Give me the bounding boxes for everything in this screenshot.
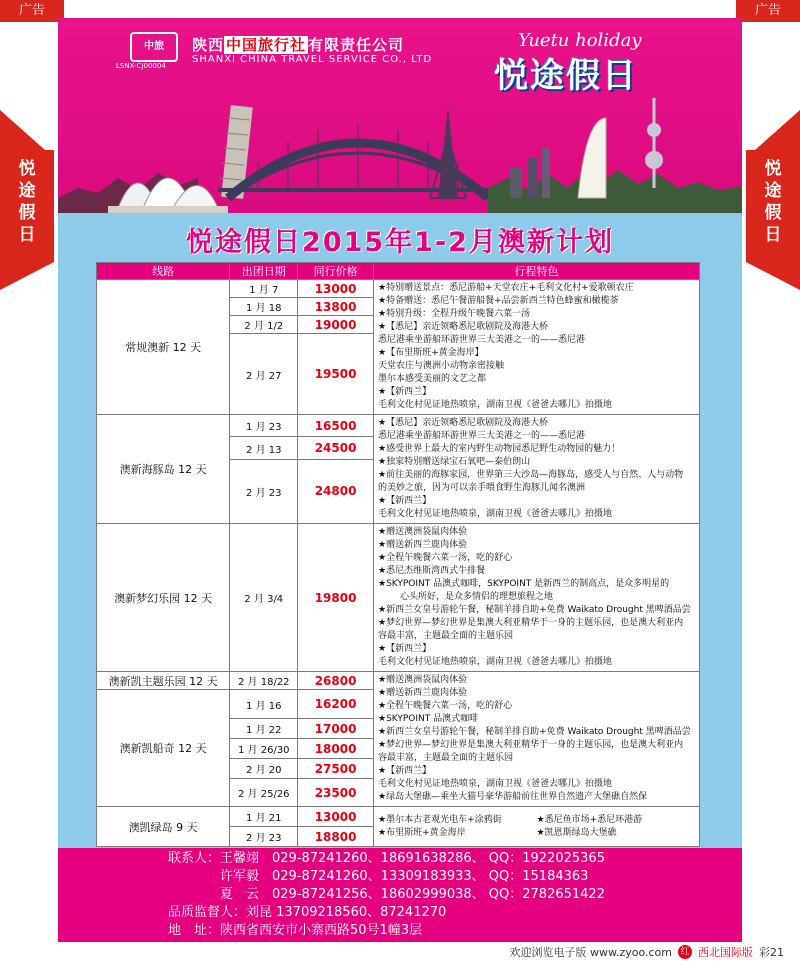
table-row xyxy=(97,415,700,437)
feature-line: ★新西兰女皇号游轮午餐，秘制羊排自助+免费 Waikato Drought 黑啤酒品尝 xyxy=(378,605,691,615)
departure-date: 2 月 1/2 xyxy=(230,316,298,334)
feature-line: ★SKYPOINT 品澳式咖啡 xyxy=(378,714,479,724)
feature-line xyxy=(378,827,695,840)
itinerary-features xyxy=(374,415,700,524)
side-banner-left xyxy=(0,110,54,290)
feature-line: ★前往美丽的海豚家园，世界第三大沙岛—海豚岛，感受人与自然、人与动物 xyxy=(378,470,684,480)
feature-line: ★【新西兰】 xyxy=(378,644,432,654)
route-name: 澳新凯船奇 12 天 xyxy=(97,690,230,807)
feature-line: ★新西兰女皇号游轮午餐，秘制羊排自助+免费 Waikato Drought 黑啤酒品尝 xyxy=(378,727,691,737)
departure-date: 2 月 23 xyxy=(230,827,298,847)
feature-line: ★特备赠送：悉尼午餐游船餐+品尝新西兰特色蜂蜜和橄榄茶 xyxy=(378,296,619,306)
contact-line: 联系人：王馨翊 029-87241260、18691638286、 QQ：1922025365 xyxy=(168,851,605,866)
itinerary-features xyxy=(374,672,700,807)
brand-name: 悦途假日 xyxy=(494,56,638,96)
feature-line: ★【新西兰】 xyxy=(378,496,432,506)
feature-line: ★赠送澳洲袋鼠肉体验 xyxy=(378,527,468,537)
feature-line: ★赠送新西兰鹿肉体验 xyxy=(378,688,468,698)
feature-line: ★全程午晚餐六菜一汤，吃的舒心 xyxy=(378,701,513,711)
table-row xyxy=(97,807,700,827)
feature-line: ★【新西兰】 xyxy=(378,766,432,776)
route-name: 澳新梦幻乐园 12 天 xyxy=(97,524,230,672)
itinerary-features xyxy=(374,807,700,847)
trade-price: 18000 xyxy=(298,739,374,759)
table-row xyxy=(97,280,700,298)
departure-date: 1 月 7 xyxy=(230,280,298,298)
contact-line: 夏 云 029-87241256、18602999038、 QQ：2782651422 xyxy=(168,887,605,902)
trade-price: 24500 xyxy=(298,437,374,459)
footer-badge: 红 xyxy=(678,945,692,959)
feature-line: ★绿岛大堡礁—乘坐大猫号豪华游船前往世界自然遗产大堡礁自然保 xyxy=(378,792,648,802)
feature-line: ★独家特别赠送绿宝石氧吧—泰伯朗山 xyxy=(378,457,531,467)
feature-line: 毛利文化村见证地热喷泉，湖南卫视《爸爸去哪儿》拍摄地 xyxy=(378,779,613,789)
trade-price: 19000 xyxy=(298,316,374,334)
itinerary-table xyxy=(96,262,700,847)
table-row xyxy=(97,672,700,690)
departure-date: 2 月 13 xyxy=(230,437,298,459)
feature-line: ★【新西兰】 xyxy=(378,387,432,397)
contact-info xyxy=(168,850,605,940)
feature-line: ★赠送澳洲袋鼠肉体验 xyxy=(378,675,468,685)
trade-price: 16500 xyxy=(298,415,374,437)
trade-price: 13800 xyxy=(298,298,374,316)
feature-line: ★全程午晚餐六菜一汤，吃的舒心 xyxy=(378,553,513,563)
header-price: 同行价格 xyxy=(298,263,374,280)
trade-price: 18800 xyxy=(298,827,374,847)
feature-line: ★【悉尼】亲近领略悉尼歌剧院及海港大桥 xyxy=(378,418,549,428)
ad-label-left: 广告 xyxy=(0,0,64,22)
company-name: 陕西 中国旅行社 有限责任公司 xyxy=(192,36,405,54)
departure-date: 2 月 25/26 xyxy=(230,779,298,807)
feature-line: ★【悉尼】亲近领略悉尼歌剧院及海港大桥 xyxy=(378,322,549,332)
feature-line: ★悉尼杰维斯湾西式牛排餐 xyxy=(378,566,486,576)
table-row xyxy=(97,524,700,672)
company-name-en: SHANXI CHINA TRAVEL SERVICE CO., LTD xyxy=(192,54,433,65)
table-header-row xyxy=(97,263,700,280)
header-banner xyxy=(58,18,742,223)
feature-line: ★赠送新西兰鹿肉体验 xyxy=(378,540,468,550)
feature-line: ★特别升级：全程升级午晚餐六菜一汤 xyxy=(378,309,531,319)
trade-price: 27500 xyxy=(298,759,374,779)
feature-line: 毛利文化村见证地热喷泉，湖南卫视《爸爸去哪儿》拍摄地 xyxy=(378,400,613,410)
side-banner-text: 悦 途 假 日 xyxy=(18,159,36,245)
side-banner-right xyxy=(746,110,800,290)
feature-line: 悉尼港乘坐游船环游世界三大美港之一的——悉尼港 xyxy=(378,335,586,345)
feature-item: ★墨尔本古老观光电车+涂鸦街 xyxy=(378,814,502,825)
table-body xyxy=(97,280,700,847)
feature-line: ★梦幻世界—梦幻世界是集澳大利亚精华于一身的主题乐园，也是澳大利亚内 xyxy=(378,618,684,628)
brand-name-en: Yuetu holiday xyxy=(518,30,642,51)
route-name: 澳凯绿岛 9 天 xyxy=(97,807,230,847)
address: 地 址：陕西省西安市小寨西路50号1幢3层 xyxy=(168,923,423,938)
departure-date: 1 月 16 xyxy=(230,690,298,719)
header-route: 线路 xyxy=(97,263,230,280)
trade-price: 13000 xyxy=(298,280,374,298)
feature-line: ★特别赠送景点：悉尼游船+天堂农庄+毛利文化村+爱歌顿农庄 xyxy=(378,283,634,293)
departure-date: 2 月 3/4 xyxy=(230,524,298,672)
ad-panel xyxy=(58,18,742,942)
trade-price: 26800 xyxy=(298,672,374,690)
departure-date: 1 月 18 xyxy=(230,298,298,316)
feature-line: 悉尼港乘坐游船环游世界三大美港之一的——悉尼港 xyxy=(378,431,586,441)
trade-price: 19500 xyxy=(298,334,374,415)
route-name: 澳新凯主题乐园 12 天 xyxy=(97,672,230,690)
feature-line: 毛利文化村见证地热喷泉，湖南卫视《爸爸去哪儿》拍摄地 xyxy=(378,509,613,519)
feature-line: ★梦幻世界—梦幻世界是集澳大利亚精华于一身的主题乐园，也是澳大利亚内 xyxy=(378,740,684,750)
footer-text: 欢迎浏览电子版 www.zyoo.com xyxy=(509,946,672,959)
footer-page-number: 彩21 xyxy=(759,946,784,959)
feature-line: 的美妙之旅，因为可以亲手喂食野生海豚儿闻名澳洲 xyxy=(378,483,586,493)
ad-label-right: 广告 xyxy=(736,0,800,22)
feature-line: ★【布里斯班+黄金海岸】 xyxy=(378,348,484,358)
feature-item: ★悉尼鱼市场+悉尼环港游 xyxy=(536,814,643,825)
departure-date: 1 月 22 xyxy=(230,719,298,739)
feature-line: 容最丰富，主题最全面的主题乐园 xyxy=(378,631,514,641)
page-title: 悦途假日2015年1-2月澳新计划 xyxy=(186,227,614,258)
feature-line: 心头所好，是众多情侣的理想旅程之地 xyxy=(400,592,554,602)
feature-line: 毛利文化村见证地热喷泉，湖南卫视《爸爸去哪儿》拍摄地 xyxy=(378,657,613,667)
feature-line xyxy=(378,814,695,827)
departure-date: 2 月 20 xyxy=(230,759,298,779)
skyline-illustration xyxy=(58,78,742,223)
trade-price: 24800 xyxy=(298,459,374,523)
feature-line: ★SKYPOINT 品澳式咖啡，SKYPOINT 是新西兰的制高点，是众多明星的 xyxy=(378,579,670,589)
feature-line: ★感受世界上最大的室内野生动物园悉尼野生动物园的魅力！ xyxy=(378,444,621,454)
departure-date: 2 月 27 xyxy=(230,334,298,415)
trade-price: 23500 xyxy=(298,779,374,807)
trade-price: 17000 xyxy=(298,719,374,739)
trade-price: 13000 xyxy=(298,807,374,827)
departure-date: 1 月 26/30 xyxy=(230,739,298,759)
header-date: 出团日期 xyxy=(230,263,298,280)
contact-line: 许军毅 029-87241260、13309183933、 QQ：15184363 xyxy=(168,869,589,884)
departure-date: 1 月 23 xyxy=(230,415,298,437)
feature-item: ★凯恩斯绿岛大堡礁 xyxy=(536,827,617,838)
license-code: LSNX-CJ00004 xyxy=(116,62,166,70)
page-footer xyxy=(509,944,784,960)
departure-date: 1 月 21 xyxy=(230,807,298,827)
feature-line: 容最丰富，主题最全面的主题乐园 xyxy=(378,753,514,763)
route-name: 澳新海豚岛 12 天 xyxy=(97,415,230,524)
footer-section: 西北国际版 xyxy=(698,946,753,959)
feature-item: ★布里斯班+黄金海岸 xyxy=(378,827,466,838)
feature-line: 墨尔本感受美丽的文艺之都 xyxy=(378,374,487,384)
departure-date: 2 月 18/22 xyxy=(230,672,298,690)
trade-price: 19800 xyxy=(298,524,374,672)
feature-line: 天堂农庄与澳洲小动物亲密接触 xyxy=(378,361,505,371)
company-logo: 中旅 xyxy=(130,32,178,62)
trade-price: 16200 xyxy=(298,690,374,719)
departure-date: 2 月 23 xyxy=(230,459,298,523)
quality-supervisor: 品质监督人：刘昆 13709218560、87241270 xyxy=(168,905,447,920)
itinerary-features xyxy=(374,524,700,672)
header-features: 行程特色 xyxy=(374,263,700,280)
itinerary-features xyxy=(374,280,700,415)
route-name: 常规澳新 12 天 xyxy=(97,280,230,415)
side-banner-text: 悦 途 假 日 xyxy=(764,159,782,245)
